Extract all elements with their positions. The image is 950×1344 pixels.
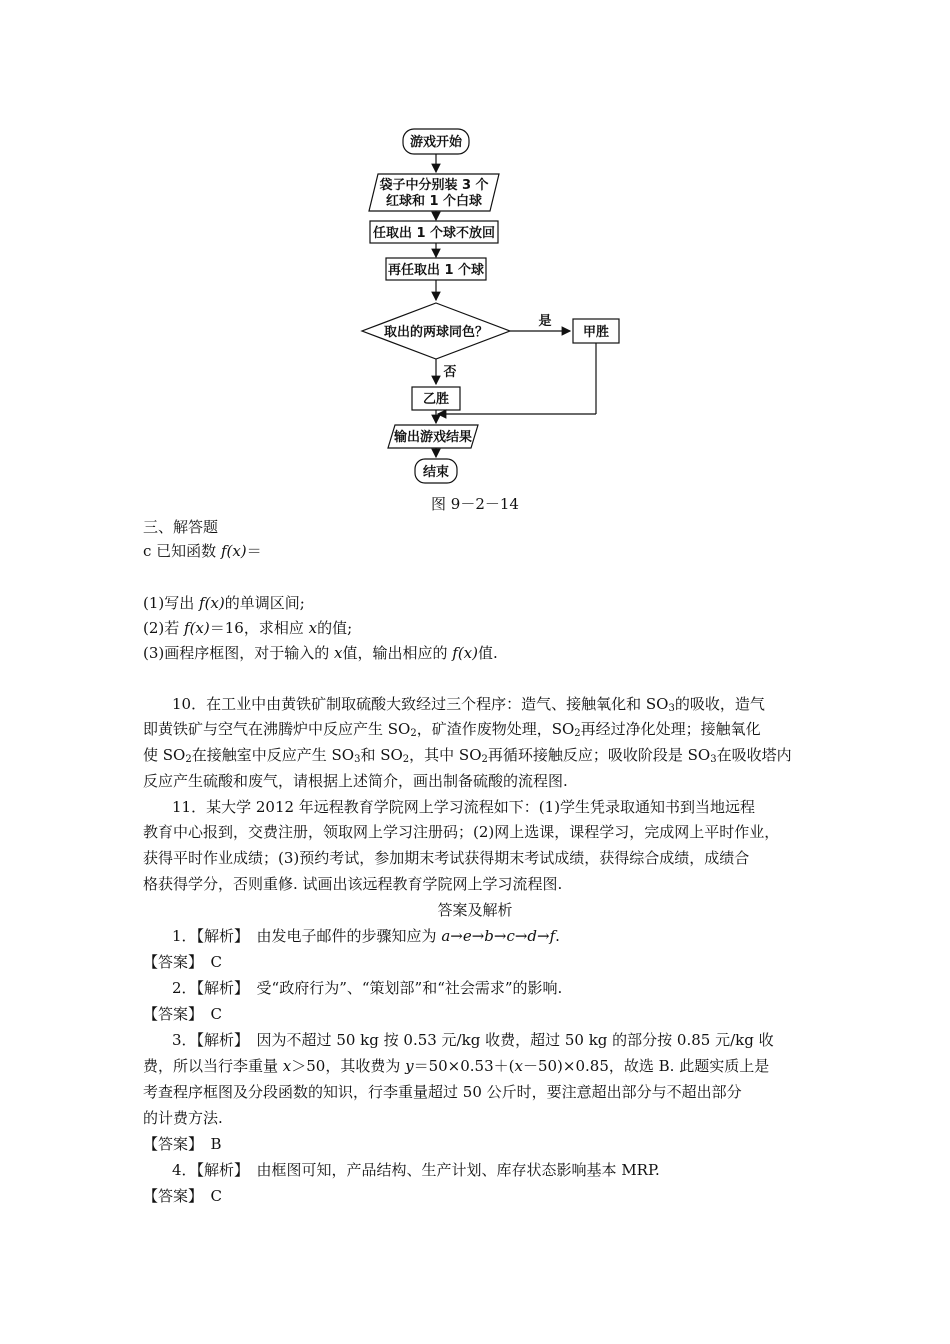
answers-heading: 答案及解析 — [437, 901, 513, 919]
answer-3-result: 【答案】 B — [143, 1135, 222, 1153]
win-b-label: 乙胜 — [422, 392, 450, 407]
step2-label: 再任取出 1 个球 — [387, 263, 485, 278]
q10-line-1: 10．在工业中由黄铁矿制取硫酸大致经过三个程序：造气、接触氧化和 $SO_3$的吸收，造气 — [172, 695, 765, 714]
q10-line-3: 使 $SO_2$在接触室中反应产生 $SO_3$和 $SO_2$，其中 $SO_2$再循环接触反应；吸收阶段是 $SO_3$在吸收塔内 — [143, 746, 792, 765]
decision-label: 取出的两球同色？ — [383, 325, 489, 340]
no-label: 否 — [443, 365, 457, 380]
question-part-2: (2)若 f(x)＝16，求相应 x的值; — [143, 619, 353, 637]
win-a-label: 甲胜 — [582, 325, 610, 340]
answer-1-result: 【答案】 C — [143, 953, 222, 971]
question-part-1: (1)写出 f(x)的单调区间; — [143, 594, 305, 612]
input-label-2: 红球和 1 个白球 — [385, 194, 483, 209]
yes-label: 是 — [538, 314, 552, 329]
answer-2-result: 【答案】 C — [143, 1005, 222, 1023]
answer-4-result: 【答案】 C — [143, 1187, 222, 1205]
answer-3-line-4: 的计费方法. — [143, 1109, 223, 1127]
q10-line-4: 反应产生硫酸和废气，请根据上述简介，画出制备硫酸的流程图. — [143, 772, 568, 790]
question-intro: c 已知函数 f(x)＝ — [143, 542, 262, 560]
input-label-1: 袋子中分别装 3 个 — [379, 178, 489, 193]
start-label: 游戏开始 — [409, 135, 463, 150]
question-part-3: (3)画程序框图，对于输入的 x值，输出相应的 f(x)值. — [143, 644, 498, 662]
step1-label: 任取出 1 个球不放回 — [372, 226, 496, 241]
answer-2: 2．【解析】 受“政府行为”、“策划部”和“社会需求”的影响. — [172, 979, 563, 997]
output-label: 输出游戏结果 — [393, 430, 473, 445]
answer-3-line-2: 费，所以当行李重量 x＞50，其收费为 y＝50×0.53＋(x－50)×0.85，故选 B. 此题实质上是 — [143, 1057, 770, 1075]
end-label: 结束 — [422, 465, 450, 480]
q11-line-1: 11．某大学 2012 年远程教育学院网上学习流程如下：(1)学生凭录取通知书到当地远程 — [172, 798, 756, 816]
q11-line-2: 教育中心报到，交费注册，领取网上学习注册码；(2)网上选课，课程学习，完成网上平时作业， — [143, 823, 780, 841]
answer-1: 1．【解析】 由发电子邮件的步骤知应为 a→e→b→c→d→f. — [172, 927, 560, 945]
answer-4: 4．【解析】 由框图可知，产品结构、生产计划、库存状态影响基本 MRP. — [172, 1161, 660, 1179]
answer-3-line-3: 考查程序框图及分段函数的知识，行李重量超过 50 公斤时，要注意超出部分与不超出部分 — [143, 1083, 742, 1101]
q10-line-2: 即黄铁矿与空气在沸腾炉中反应产生 $SO_2$，矿渣作废物处理，$SO_2$再经过净化处理；接触氧化 — [143, 720, 761, 739]
answer-3-line-1: 3．【解析】 因为不超过 50 kg 按 0.53 元/kg 收费，超过 50 kg 的部分按 0.85 元/kg 收 — [172, 1031, 774, 1049]
flowchart — [0, 0, 950, 490]
q11-line-3: 获得平时作业成绩；(3)预约考试，参加期末考试获得期末考试成绩，获得综合成绩，成绩合 — [143, 849, 750, 867]
q11-line-4: 格获得学分，否则重修. 试画出该远程教育学院网上学习流程图. — [143, 875, 563, 893]
section-heading: 三、解答题 — [143, 518, 219, 536]
figure-caption: 图 9－2－14 — [431, 495, 519, 513]
